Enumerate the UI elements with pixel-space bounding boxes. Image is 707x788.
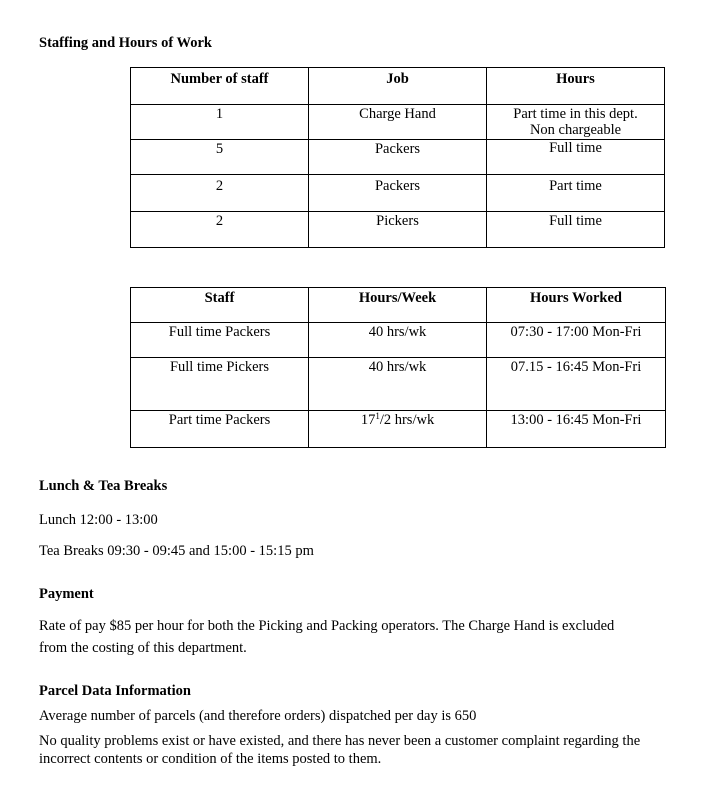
cell-hours-week	[309, 411, 487, 448]
table-row	[131, 323, 666, 358]
header-number-of-staff: Number of staff	[131, 68, 309, 105]
table-header-row	[131, 68, 665, 105]
table-row	[131, 175, 665, 212]
cell-job: Packers	[309, 140, 487, 175]
cell-job: Packers	[309, 175, 487, 212]
payment-text	[39, 615, 689, 659]
cell-hours-worked: 07:30 - 17:00 Mon-Fri	[487, 323, 666, 358]
cell-staff: Full time Packers	[131, 323, 309, 358]
cell-staff: Full time Pickers	[131, 358, 309, 411]
cell-hours: Full time	[487, 140, 665, 175]
cell-hours-worked: 13:00 - 16:45 Mon-Fri	[487, 411, 666, 448]
parcel-quality-line2: incorrect contents or condition of the items posted to them.	[39, 751, 382, 767]
hours-week-rest: /2 hrs/wk	[379, 412, 435, 428]
parcel-heading: Parcel Data Information	[39, 683, 191, 699]
header-job: Job	[309, 68, 487, 105]
cell-number: 1	[131, 105, 309, 140]
parcel-quality-line1: No quality problems exist or have existed, and there has never been a customer complaint regarding the	[39, 733, 641, 749]
payment-heading: Payment	[39, 586, 94, 602]
table-row	[131, 411, 666, 448]
table-row	[131, 212, 665, 248]
table-header-row	[131, 288, 666, 323]
cell-hours-line2: Non chargeable	[529, 122, 622, 138]
breaks-heading: Lunch & Tea Breaks	[39, 478, 168, 494]
table-row	[131, 140, 665, 175]
cell-number: 2	[131, 212, 309, 248]
staffing-table	[130, 67, 665, 248]
header-staff: Staff	[131, 288, 309, 323]
cell-number: 2	[131, 175, 309, 212]
hours-week-whole: 17	[360, 412, 376, 428]
payment-text-line1: Rate of pay $85 per hour for both the Picking and Packing operators. The Charge Hand is excluded	[39, 618, 615, 634]
parcel-average-text: Average number of parcels (and therefore orders) dispatched per day is 650	[39, 708, 477, 724]
cell-hours	[487, 105, 665, 140]
staffing-heading: Staffing and Hours of Work	[39, 35, 212, 51]
lunch-text: Lunch 12:00 - 13:00	[39, 512, 158, 528]
cell-staff: Part time Packers	[131, 411, 309, 448]
table-row	[131, 358, 666, 411]
cell-hours-week: 40 hrs/wk	[309, 358, 487, 411]
payment-text-line2: from the costing of this department.	[39, 640, 247, 656]
header-hours: Hours	[487, 68, 665, 105]
cell-hours: Part time	[487, 175, 665, 212]
header-hours-week: Hours/Week	[309, 288, 487, 323]
cell-hours: Full time	[487, 212, 665, 248]
cell-number: 5	[131, 140, 309, 175]
header-hours-worked: Hours Worked	[487, 288, 666, 323]
cell-job: Charge Hand	[309, 105, 487, 140]
cell-job: Pickers	[309, 212, 487, 248]
hours-table	[130, 287, 666, 448]
cell-hours-worked: 07.15 - 16:45 Mon-Fri	[487, 358, 666, 411]
hours-week-fraction-sup: 1	[375, 411, 380, 421]
table-row	[131, 105, 665, 140]
parcel-quality-text	[39, 732, 699, 768]
cell-hours-line1: Part time in this dept.	[513, 106, 638, 122]
tea-breaks-text: Tea Breaks 09:30 - 09:45 and 15:00 - 15:15 pm	[39, 543, 314, 559]
cell-hours-week: 40 hrs/wk	[309, 323, 487, 358]
